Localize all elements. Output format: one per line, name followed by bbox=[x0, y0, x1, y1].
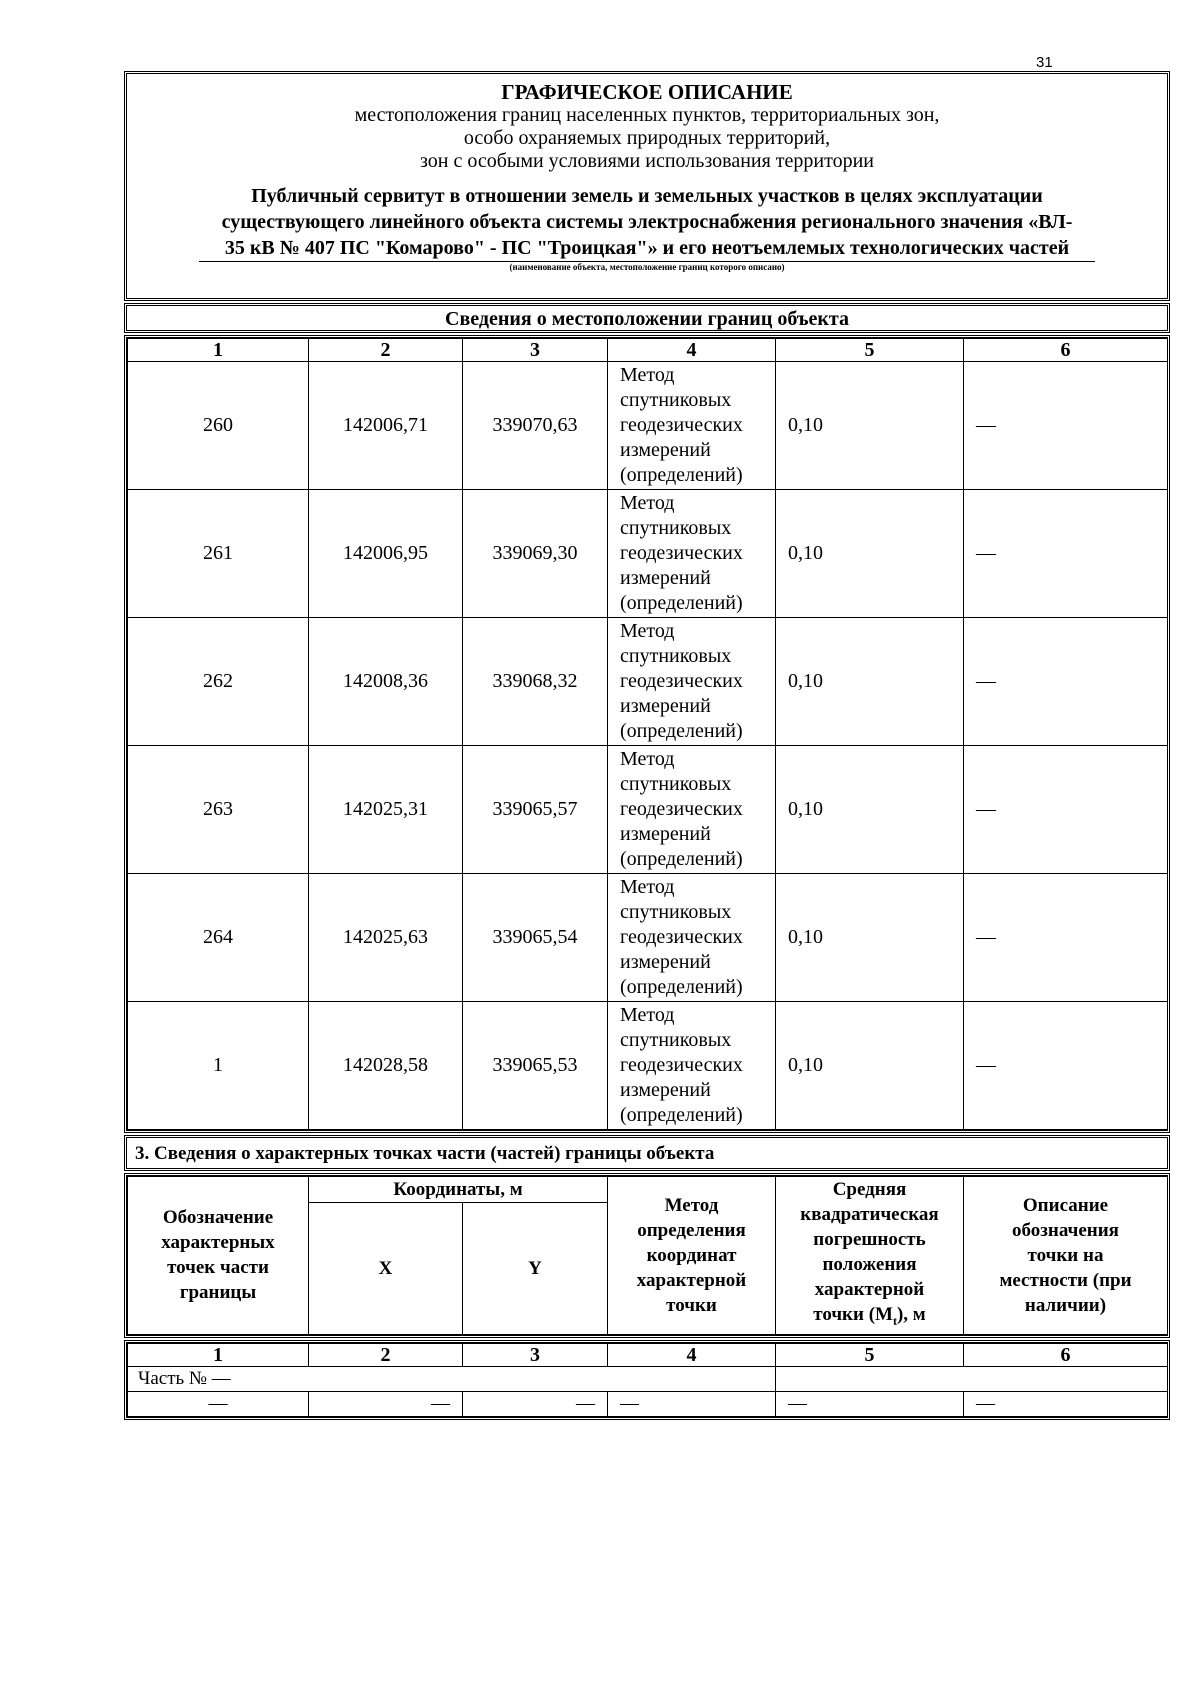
dash-cell: — bbox=[463, 1391, 608, 1416]
method-line: измерений bbox=[620, 695, 711, 717]
dash-cell: — bbox=[309, 1391, 463, 1416]
part-label-empty bbox=[776, 1366, 1168, 1391]
header-line: характерной bbox=[636, 1269, 747, 1291]
part-body-table bbox=[124, 1340, 1170, 1420]
header-line: характерной bbox=[814, 1279, 925, 1300]
method-cell bbox=[608, 618, 776, 746]
method-cell bbox=[608, 746, 776, 874]
method-line: (определений) bbox=[620, 720, 743, 742]
coordinate-y: 339070,63 bbox=[463, 362, 608, 490]
dash-cell: — bbox=[608, 1391, 776, 1416]
point-description: — bbox=[964, 490, 1168, 618]
accuracy: 0,10 bbox=[776, 1002, 964, 1130]
part-header-table bbox=[124, 1173, 1170, 1338]
description-line-3: зон с особыми условиями использования территории bbox=[419, 150, 875, 172]
point-number: 260 bbox=[128, 362, 309, 490]
coordinate-y: 339069,30 bbox=[463, 490, 608, 618]
point-description: — bbox=[964, 618, 1168, 746]
dash-cell: — bbox=[964, 1391, 1168, 1416]
method-line: Метод bbox=[620, 620, 675, 642]
method-line: измерений bbox=[620, 951, 711, 973]
column-number: 3 bbox=[463, 1343, 608, 1366]
accuracy: 0,10 bbox=[776, 874, 964, 1002]
method-line: спутниковых bbox=[620, 773, 732, 795]
header-block bbox=[124, 71, 1170, 301]
coordinate-y: 339068,32 bbox=[463, 618, 608, 746]
column-number: 2 bbox=[309, 1343, 463, 1366]
method-line: геодезических bbox=[620, 798, 743, 820]
column-number: 1 bbox=[128, 1343, 309, 1366]
coordinate-x: 142006,95 bbox=[309, 490, 463, 618]
subscript-t: t bbox=[892, 1313, 897, 1328]
method-line: (определений) bbox=[620, 464, 743, 486]
header-line: точек части bbox=[167, 1257, 269, 1279]
accuracy: 0,10 bbox=[776, 362, 964, 490]
column-number: 4 bbox=[608, 339, 776, 362]
x-header: X bbox=[309, 1203, 463, 1334]
part-col6-header bbox=[964, 1177, 1168, 1335]
point-number: 261 bbox=[128, 490, 309, 618]
header-line: координат bbox=[646, 1244, 737, 1266]
table-row bbox=[128, 490, 1168, 618]
coordinate-x: 142006,71 bbox=[309, 362, 463, 490]
method-line: спутниковых bbox=[620, 901, 732, 923]
column-number: 5 bbox=[776, 339, 964, 362]
method-line: (определений) bbox=[620, 592, 743, 614]
point-number: 264 bbox=[128, 874, 309, 1002]
header-line bbox=[776, 1302, 963, 1334]
method-line: геодезических bbox=[620, 1054, 743, 1076]
method-line: геодезических bbox=[620, 414, 743, 436]
header-line: границы bbox=[179, 1282, 257, 1304]
coordinate-x: 142025,63 bbox=[309, 874, 463, 1002]
table-row bbox=[128, 1002, 1168, 1130]
method-line: измерений bbox=[620, 439, 711, 461]
column-number: 4 bbox=[608, 1343, 776, 1366]
column-number: 6 bbox=[964, 1343, 1168, 1366]
method-line: спутниковых bbox=[620, 645, 732, 667]
header-line: Метод bbox=[664, 1194, 719, 1216]
object-name bbox=[127, 183, 1167, 262]
point-number: 1 bbox=[128, 1002, 309, 1130]
method-line: (определений) bbox=[620, 848, 743, 870]
header-text: точки (M bbox=[813, 1304, 893, 1325]
header-line: положения bbox=[822, 1254, 917, 1275]
coordinate-x: 142025,31 bbox=[309, 746, 463, 874]
accuracy: 0,10 bbox=[776, 618, 964, 746]
coordinate-y: 339065,54 bbox=[463, 874, 608, 1002]
boundary-table bbox=[124, 335, 1170, 1133]
coordinate-x: 142008,36 bbox=[309, 618, 463, 746]
point-description: — bbox=[964, 362, 1168, 490]
table-row bbox=[128, 618, 1168, 746]
boundary-section-title: Сведения о местоположении границ объекта bbox=[124, 303, 1170, 333]
document-frame bbox=[124, 71, 1170, 1420]
coordinate-y: 339065,57 bbox=[463, 746, 608, 874]
part-col5-header bbox=[776, 1177, 964, 1335]
header-line: Обозначение bbox=[162, 1207, 274, 1229]
method-cell bbox=[608, 362, 776, 490]
object-line-3: 35 кВ № 407 ПС "Комарово" - ПС "Троицкая"» и его неотъемлемых технологических частей bbox=[199, 235, 1095, 262]
table-row bbox=[128, 1391, 1168, 1416]
part-label-row bbox=[128, 1366, 1168, 1391]
description-line-1: местоположения границ населенных пунктов, территориальных зон, bbox=[354, 104, 940, 126]
dash-cell: — bbox=[128, 1391, 309, 1416]
coordinates-header: Координаты, м bbox=[309, 1177, 608, 1203]
method-line: геодезических bbox=[620, 542, 743, 564]
method-line: спутниковых bbox=[620, 517, 732, 539]
table-row bbox=[128, 362, 1168, 490]
method-line: (определений) bbox=[620, 1104, 743, 1126]
method-line: спутниковых bbox=[620, 1029, 732, 1051]
header-line: определения bbox=[637, 1219, 746, 1241]
method-line: геодезических bbox=[620, 670, 743, 692]
table-row bbox=[128, 874, 1168, 1002]
header-line: характерных bbox=[161, 1232, 275, 1254]
dash-cell: — bbox=[776, 1391, 964, 1416]
part-label: Часть № — bbox=[128, 1366, 776, 1391]
accuracy: 0,10 bbox=[776, 746, 964, 874]
description-line-2: особо охраняемых природных территорий, bbox=[463, 127, 831, 149]
coordinate-y: 339065,53 bbox=[463, 1002, 608, 1130]
method-cell bbox=[608, 1002, 776, 1130]
header-line: Описание bbox=[1022, 1194, 1109, 1216]
method-line: Метод bbox=[620, 492, 675, 514]
header-line: погрешность bbox=[813, 1229, 926, 1250]
object-caption: (наименование объекта, местоположение границ которого описано) bbox=[509, 262, 785, 272]
method-cell bbox=[608, 874, 776, 1002]
header-line: наличии) bbox=[1024, 1294, 1107, 1316]
method-line: Метод bbox=[620, 1004, 675, 1026]
object-line-1: Публичный сервитут в отношении земель и земельных участков в целях эксплуатации bbox=[251, 185, 1043, 207]
part-section-title: 3. Сведения о характерных точках части (частей) границы объекта bbox=[124, 1135, 1170, 1171]
part-col1-header bbox=[128, 1177, 309, 1335]
method-cell bbox=[608, 490, 776, 618]
header-line: Средняя bbox=[832, 1179, 907, 1200]
header-line: точки bbox=[666, 1294, 717, 1316]
table-row bbox=[128, 746, 1168, 874]
header-text: ), м bbox=[896, 1304, 926, 1325]
column-number-row bbox=[128, 339, 1168, 362]
object-line-2: существующего линейного объекта системы электроснабжения регионального значения «ВЛ- bbox=[221, 211, 1073, 233]
method-line: измерений bbox=[620, 567, 711, 589]
point-number: 263 bbox=[128, 746, 309, 874]
point-number: 262 bbox=[128, 618, 309, 746]
method-line: Метод bbox=[620, 876, 675, 898]
method-line: измерений bbox=[620, 823, 711, 845]
method-line: (определений) bbox=[620, 976, 743, 998]
point-description: — bbox=[964, 874, 1168, 1002]
header-line: точки на bbox=[1027, 1244, 1104, 1266]
header-line: местности (при bbox=[999, 1269, 1132, 1291]
column-number: 1 bbox=[128, 339, 309, 362]
document-title: ГРАФИЧЕСКОЕ ОПИСАНИЕ bbox=[501, 80, 793, 104]
accuracy: 0,10 bbox=[776, 490, 964, 618]
header-line: квадратическая bbox=[800, 1204, 939, 1225]
column-number: 2 bbox=[309, 339, 463, 362]
header-line: обозначения bbox=[1012, 1219, 1119, 1241]
method-line: спутниковых bbox=[620, 389, 732, 411]
method-line: Метод bbox=[620, 364, 675, 386]
page-number: 31 bbox=[1036, 54, 1053, 71]
method-line: измерений bbox=[620, 1079, 711, 1101]
point-description: — bbox=[964, 746, 1168, 874]
column-number: 5 bbox=[776, 1343, 964, 1366]
method-line: геодезических bbox=[620, 926, 743, 948]
part-col4-header bbox=[608, 1177, 776, 1335]
point-description: — bbox=[964, 1002, 1168, 1130]
coordinate-x: 142028,58 bbox=[309, 1002, 463, 1130]
column-number: 3 bbox=[463, 339, 608, 362]
column-number: 6 bbox=[964, 339, 1168, 362]
y-header: Y bbox=[463, 1203, 608, 1334]
method-line: Метод bbox=[620, 748, 675, 770]
column-number-row bbox=[128, 1343, 1168, 1366]
